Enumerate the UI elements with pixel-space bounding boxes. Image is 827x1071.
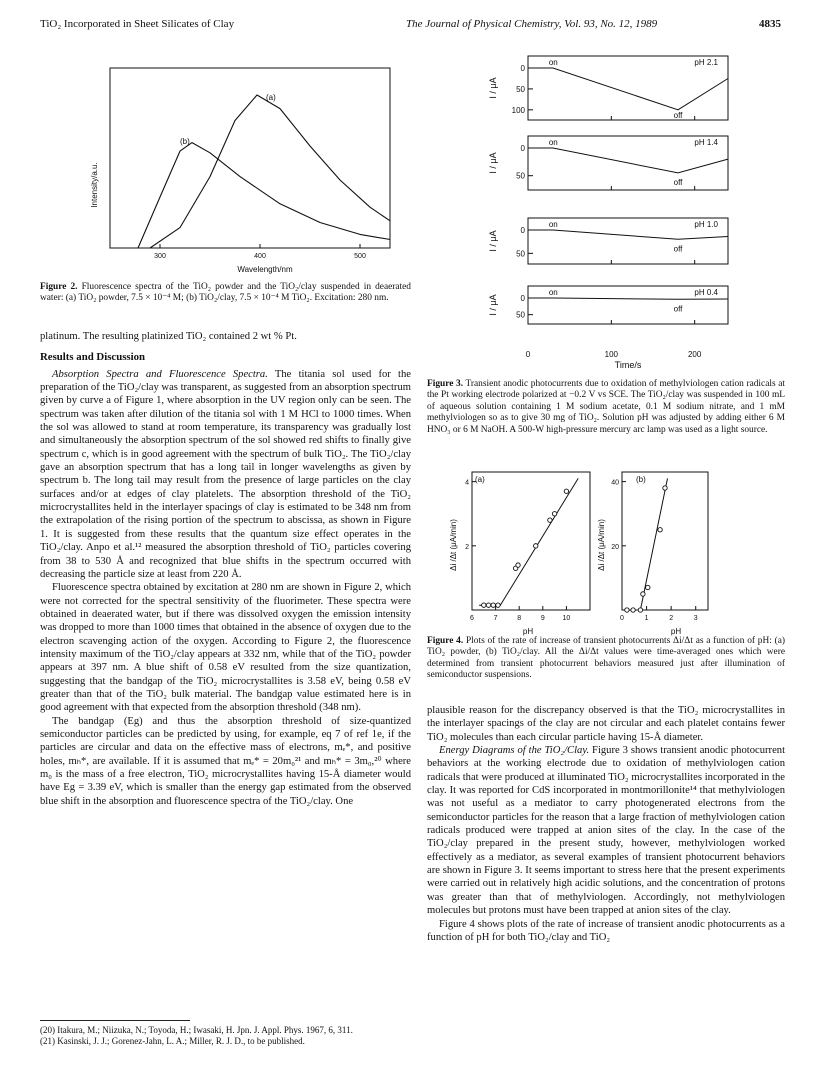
left-column bbox=[40, 330, 411, 808]
figure3-ytick-label: 100 bbox=[511, 105, 525, 115]
figure4a-xtick-label: 10 bbox=[562, 615, 571, 622]
figure3-ytick-label: 0 bbox=[520, 144, 525, 153]
figure4a-data-point bbox=[564, 489, 568, 493]
figure2-xlabel: Wavelength/nm bbox=[237, 265, 293, 274]
figure4b-ylabel: Δi /Δt (μA/min) bbox=[597, 519, 606, 571]
figure2-caption bbox=[40, 282, 411, 305]
right-para-2-text: Figure 3 shows transient anodic photocurrent behaviors at the working electrode due to oxidation of methylviologen cation radicals that were produced at illuminated TiO₂ microcrystallites incorporated in the clay. It was reported for CdS incorporated in montmorillonite¹⁴ that methylviologen was not useful as a mediator to carry photogenerated electrons from the semiconductor particles for the reason that a large fraction of methylviologen cation radicals produced were trapped at anion sites of the clay. In the case of the TiO₂/clay prepared in the present study, however, methylviologen worked effectively as a mediator, as several examples of transient photocurrent behaviors are shown in Figure 3. It seems important to stress here that the present experiments were carried out in relatively high acidic solutions, and the concentration of protons was greater than that of methylviologen. Accordingly, not methylviologen molecules but protons must have been trapped at anion sites of the clay. bbox=[427, 745, 786, 917]
reference-21: (21) Kasinski, J. J.; Gorenez-Jahn, L. A.; Miller, R. J. D., to be published. bbox=[40, 1036, 305, 1046]
footnote-rule bbox=[40, 1020, 190, 1021]
figure3-ytick-label: 0 bbox=[520, 294, 525, 303]
figure4b-xtick-label: 1 bbox=[644, 615, 649, 622]
figure2-curve-b-label: (b) bbox=[180, 137, 190, 146]
figure4a-ylabel: Δi /Δt (μA/min) bbox=[449, 519, 458, 571]
figure4a-data-point bbox=[552, 512, 556, 516]
figure4b-data-point bbox=[625, 608, 629, 612]
figure4b-data-point bbox=[641, 592, 645, 596]
figure3-ylabel: I / μA bbox=[488, 77, 498, 99]
reference-20: (20) Itakura, M.; Niizuka, N.; Toyoda, H.; Iwasaki, H. Jpn. J. Appl. Phys. 1967, 6, 311. bbox=[40, 1025, 353, 1035]
figure3-trace bbox=[528, 230, 728, 239]
left-para-1 bbox=[40, 368, 411, 582]
right-column bbox=[427, 704, 785, 944]
figure4a-plot-frame bbox=[472, 472, 590, 610]
figure3-xtick-label: 0 bbox=[525, 350, 531, 359]
figure3-caption-label: Figure 3. bbox=[427, 379, 464, 389]
figure3-panel-label: pH 1.4 bbox=[694, 138, 718, 147]
figure4a-data-point bbox=[534, 544, 538, 548]
figure4a-data-point bbox=[516, 563, 520, 567]
figure3-ytick-label: 50 bbox=[516, 310, 525, 320]
journal-citation: The Journal of Physical Chemistry, Vol. 93, No. 12, 1989 bbox=[406, 18, 658, 30]
figure4-chart bbox=[440, 460, 730, 638]
figure3-ytick-label: 0 bbox=[520, 64, 525, 73]
figure3-ylabel: I / μA bbox=[488, 230, 498, 252]
figure4b-data-point bbox=[646, 585, 650, 589]
figure3-caption-text: Transient anodic photocurrents due to oxidation of methylviologen cation radicals at the Pt working electrode polarized at −0.2 V vs SCE. The TiO₂/clay was suspended in 100 mL of aqueous solution containing 1 M sodium acetate, 0.1 M sodium nitrate, and 1 mM methylviologen so as to give 30 mg of TiO₂. Solution pH was adjusted by adding either 6 M HNO₃ or 6 M NaOH. A 500-W high-pressure mercury arc lamp was used as a light source. bbox=[427, 379, 785, 435]
section-heading: Results and Discussion bbox=[40, 351, 146, 364]
figure3-xtick-label: 200 bbox=[687, 350, 702, 359]
figure2-caption-label: Figure 2. bbox=[40, 282, 78, 292]
left-para-1-text: The titania sol used for the preparation of the TiO₂/clay was transparent, as suggested from an absorption spectrum given by curve a of Figure 1, where absorption in the UV region only can be seen. The spectrum was taken after dilution of the titania sol with 1 M HCl to 1000 times. When the sol was allowed to stand at room temperature, its transparency was gradually lost and simultaneously the absorption spectrum of the sol showed red shifts to finally give spectrum c, which is in good agreement with the spectrum of bulk TiO₂. The TiO₂/clay gave an absorption spectrum that has a long tail in longer wavelengths as given by spectrum b. The long tail may result from the presence of large particles on the clay surfaces and/or at edges of clay platelets. The absorption threshold of the TiO₂ microcrystallites held in the interlayer spacings of clay is estimated to be 348 nm from the extrapolation of the rising portion of the spectrum to abscissa, as shown in Figure 1. It is suggested from these results that the quantum size effect operates in the TiO₂/clay. Anpo et al.¹² measured the absorption threshold of TiO₂ particles covering from 38 to 530 Å and recognized that blue shifts in the spectrum occurred with decreasing the particle size at least from 220 Å. bbox=[40, 368, 411, 580]
figure3-ylabel: I / μA bbox=[488, 152, 498, 174]
figure3-xtick-label: 100 bbox=[604, 350, 619, 359]
figure3-ylabel: I / μA bbox=[488, 294, 498, 316]
figure3-off-label: off bbox=[673, 244, 683, 254]
figure4a-data-point bbox=[496, 603, 500, 607]
figure4b-data-point bbox=[631, 608, 635, 612]
references bbox=[40, 1025, 411, 1047]
figure3-off-label: off bbox=[673, 111, 683, 120]
left-para-cont: platinum. The resulting platinized TiO₂ contained 2 wt % Pt. bbox=[40, 331, 297, 342]
figure2-plot-frame bbox=[110, 68, 390, 248]
figure2-xtick-label: 500 bbox=[354, 253, 366, 260]
figure4a-ytick-label: 4 bbox=[465, 479, 469, 487]
figure3-ytick-label: 50 bbox=[516, 171, 525, 181]
figure4a-panel-label: (a) bbox=[475, 475, 485, 484]
figure3-off-label: off bbox=[673, 177, 683, 187]
figure4b-ytick-label: 40 bbox=[611, 479, 619, 487]
figure3-trace bbox=[528, 148, 728, 173]
figure3-caption bbox=[427, 379, 785, 436]
figure4b-ytick-label: 20 bbox=[611, 543, 619, 551]
running-head: TiO₂ Incorporated in Sheet Silicates of Clay bbox=[40, 18, 235, 30]
figure3-chart bbox=[470, 50, 730, 370]
figure3-xlabel: Time/s bbox=[614, 360, 642, 370]
figure2-xtick-label: 300 bbox=[154, 253, 166, 260]
figure4b-xtick-label: 3 bbox=[693, 615, 698, 622]
figure4-caption bbox=[427, 636, 785, 682]
figure4a-data-point bbox=[486, 603, 490, 607]
figure2-curve-b bbox=[138, 143, 390, 248]
figure2-curve-a-label: (a) bbox=[266, 93, 276, 102]
figure4b-xlabel: pH bbox=[670, 627, 682, 636]
figure3-off-label: off bbox=[673, 304, 683, 314]
figure4b-xtick-label: 0 bbox=[620, 615, 624, 622]
figure3-on-label: on bbox=[548, 288, 558, 297]
figure3-trace bbox=[528, 298, 728, 299]
figure4a-xtick-label: 9 bbox=[540, 615, 545, 622]
figure3-ytick-label: 50 bbox=[516, 84, 525, 94]
figure4a-xtick-label: 8 bbox=[517, 615, 522, 622]
figure4b-fit-line bbox=[622, 478, 668, 610]
figure4-caption-text: Plots of the rate of increase of transient photocurrents Δi/Δt as a function of pH: (a) TiO₂ powder, (b) TiO₂/clay. All the Δi/Δt values were time-averaged ones which were determined from transient photocurrent behaviors measured just after illumination of semiconductor suspensions. bbox=[427, 636, 785, 681]
figure2-chart bbox=[80, 60, 410, 280]
figure4b-panel-label: (b) bbox=[636, 475, 646, 484]
figure4a-xlabel: pH bbox=[522, 627, 534, 636]
figure4a-data-point bbox=[491, 603, 495, 607]
figure3-panel-label: pH 2.1 bbox=[694, 58, 718, 67]
figure4-caption-label: Figure 4. bbox=[427, 636, 464, 646]
figure4b-data-point bbox=[658, 528, 662, 532]
figure3-ytick-label: 0 bbox=[520, 226, 525, 235]
figure4b-data-point bbox=[663, 486, 667, 490]
figure3-ytick-label: 50 bbox=[516, 249, 525, 259]
figure4b-xtick-label: 2 bbox=[669, 615, 674, 622]
figure2-ylabel: Intensity/a.u. bbox=[90, 162, 99, 208]
figure2-xtick-label: 400 bbox=[254, 253, 266, 260]
figure4a-xtick-label: 7 bbox=[493, 615, 498, 622]
figure4b-data-point bbox=[638, 608, 642, 612]
figure3-panel-label: pH 0.4 bbox=[694, 288, 718, 297]
right-para-1: plausible reason for the discrepancy observed is that the TiO₂ microcrystallites in the interlayer spacings of the clay are not circular and each platelet contains fewer TiO₂ molecules than each circular particle having 15-Å diameter. bbox=[427, 705, 785, 743]
figure4a-xtick-label: 6 bbox=[470, 615, 474, 622]
left-para-1-run-in: Absorption Spectra and Fluorescence Spectra. bbox=[52, 368, 268, 380]
right-para-2-run-in: Energy Diagrams of the TiO₂/Clay. bbox=[439, 745, 590, 757]
figure2-curve-a bbox=[150, 95, 390, 248]
left-para-3: The bandgap (Eg) and thus the absorption threshold of size-quantized semiconductor particles can be predicted by using, for example, eq 7 of ref 1e, if the particles are circular and data on the effective mass of electrons, mₑ*, and positive holes, mₕ*, are available. If it is assumed that mₑ* = 20m₀²¹ and mₕ* = 3m₀,²⁰ where m₀ is the mass of a free electron, TiO₂ microcrystallites having 15-Å diameter would have Eg = 3.39 eV, which is smaller than the energy gap estimated from the observed blue shift in the absorption and fluorescence spectra of the TiO₂/clay. One bbox=[40, 715, 411, 807]
figure3-on-label: on bbox=[548, 220, 558, 229]
figure3-trace bbox=[528, 68, 728, 110]
figure4a-fit-line bbox=[479, 478, 578, 605]
figure3-on-label: on bbox=[548, 58, 558, 67]
figure4a-data-point bbox=[482, 603, 486, 607]
figure3-on-label: on bbox=[548, 138, 558, 147]
figure4a-ytick-label: 2 bbox=[465, 543, 469, 551]
right-para-2 bbox=[427, 744, 785, 917]
figure3-panel-label: pH 1.0 bbox=[694, 220, 718, 229]
figure4a-data-point bbox=[548, 518, 552, 522]
figure2-caption-text: Fluorescence spectra of the TiO₂ powder and the TiO₂/clay suspended in deaerated water: (a) TiO₂ powder, 7.5 × 10⁻⁴ M; (b) TiO₂/clay, 7.5 × 10⁻⁴ M TiO₂. Excitation: 280 nm. bbox=[40, 282, 411, 304]
left-para-2: Fluorescence spectra obtained by excitation at 280 nm are shown in Figure 2, which were not corrected for the spectral sensitivity of the fluorimeter. These spectra were obtained in deaerated water, but if there was dissolved oxygen the emission intensity was dropped to more than 1000 times that obtained in the absence of oxygen due to the electron scavenging action of the oxygen. According to Figure 2, the fluorescence intensity maximum of the TiO₂/clay appears at 332 nm, while that of the TiO₂ powder appears at 397 nm. A blue shift of 0.58 eV resulted from the size quantization, suggesting that the bandgap of the TiO₂ microcrystallites is 3.58 eV, being 0.58 eV greater than that of the TiO₂ bulk material. The bandgap value estimated here is in good agreement with that expected from the absorption threshold (348 nm). bbox=[40, 582, 411, 714]
right-para-3: Figure 4 shows plots of the rate of increase of transient anodic photocurrents as a function of pH for both TiO₂/clay and TiO₂ bbox=[427, 918, 785, 943]
page-number: 4835 bbox=[759, 18, 781, 30]
